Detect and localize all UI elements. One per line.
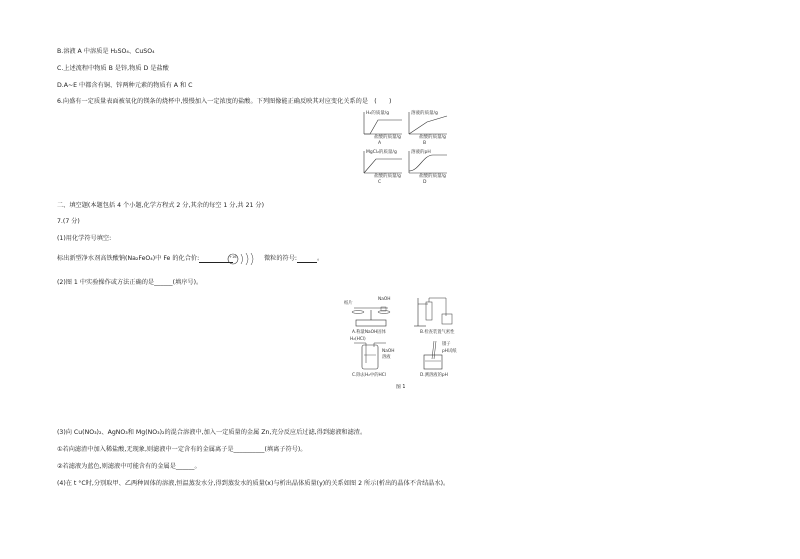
graph-c-ylabel: MgCl₂的质量/g (366, 150, 397, 155)
figure-1-b (406, 294, 474, 337)
label-tweezers: 镊子 (442, 342, 451, 347)
sulfur-ion-diagram (226, 251, 260, 270)
particle-symbol-line: 微粒的符号: 。 (264, 255, 324, 262)
figure-1-d (406, 337, 474, 380)
graph-c (360, 149, 404, 185)
graph-b-ylabel: 溶液的质量/g (411, 111, 438, 116)
label-naoh: NaOH (378, 297, 391, 302)
question-7-1: (1)用化学符号填空: (57, 235, 112, 242)
caption-a: A.称量NaOH固体 (352, 330, 386, 335)
option-b: B.溶液 A 中溶质是 H₂SO₄、CuSO₄ (57, 48, 155, 55)
label-ph-paper: pH试纸 (442, 349, 457, 354)
caption-b: B.检查装置气密性 (420, 330, 455, 335)
figure-1-title: 图 1 (396, 385, 406, 390)
section-2-heading: 二、填空题(本题包括 4 个小题,化学方程式 2 分,其余的每空 1 分,共 21 分) (57, 202, 265, 209)
question-7-3-1: ①若向滤渣中加入稀盐酸,无现象,则滤液中一定含有的金属离子是__________(填离子符号)。 (57, 446, 307, 453)
caption-c: C.除去H₂中的HCl (352, 373, 386, 378)
label-h2-hcl: H₂(HCl) (350, 337, 366, 342)
graph-c-xlabel: 盐酸的质量/g (374, 174, 401, 179)
graph-d-xlabel: 盐酸的质量/g (419, 174, 446, 179)
label-paper: 纸片 (344, 301, 353, 306)
nucleus-label: +16 (229, 255, 237, 259)
question-7-3-2: ②若滤液为蓝色,则滤液中可能含有的金属是______。 (57, 463, 201, 470)
figure-1-a (338, 294, 406, 337)
graph-b (405, 110, 449, 146)
option-d: D.A~E 中都含有铜、锌两种元素的物质有 A 和 C (57, 82, 193, 89)
particle-symbol-prompt: 微粒的符号: (264, 255, 298, 262)
figure-1 (338, 294, 474, 380)
question-7: 7.(7 分) (57, 218, 80, 225)
graph-d-tag: D (423, 180, 427, 185)
graph-a-xlabel: 盐酸的质量/g (374, 135, 401, 140)
graph-a-ylabel: H₂的质量/g (366, 111, 390, 116)
fe-valence-prompt: 标出新型净水剂高铁酸钠(Na₂FeO₄)中 Fe 的化合价: (57, 255, 200, 262)
question-6: 6.向盛有一定质量表面被氧化的镁条的烧杯中,慢慢加入一定浓度的盐酸。下列图像能正确反映其对应变化关系的是 ( ) (57, 98, 392, 105)
graph-d-ylabel: 溶液的pH (411, 150, 431, 155)
graph-a (360, 110, 404, 146)
question-7-4: (4)在 t °C时,分别取甲、乙两种固体的溶液,恒温蒸发水分,得到蒸发水的质量(x)与析出晶体质量(y)的关系如图 2 所示(析出的晶体不含结晶水)。 (57, 480, 450, 487)
graph-b-xlabel: 盐酸的质量/g (419, 135, 446, 140)
question-7-3: (3)向 Cu(NO₃)₂、AgNO₃和 Mg(NO₃)₂的混合溶液中,加入一定质量的金属 Zn,充分反应后过滤,得到滤液和滤渣。 (57, 429, 367, 436)
graph-a-tag: A (378, 141, 382, 146)
graph-c-tag: C (378, 180, 382, 185)
graph-d (405, 149, 449, 185)
question-7-2: (2)图 1 中实验操作或方法正确的是______(填序号)。 (57, 279, 203, 286)
question-7-1-line (57, 255, 233, 263)
label-naoh-solution: NaOH 溶液 (382, 349, 395, 360)
particle-symbol-blank[interactable] (297, 256, 317, 263)
option-c: C.上述流程中物质 B 是锌,物质 D 是盐酸 (57, 65, 169, 72)
caption-d: D.测溶液的pH (420, 373, 448, 378)
figure-1-c (338, 337, 406, 380)
graph-b-tag: B (423, 141, 427, 146)
